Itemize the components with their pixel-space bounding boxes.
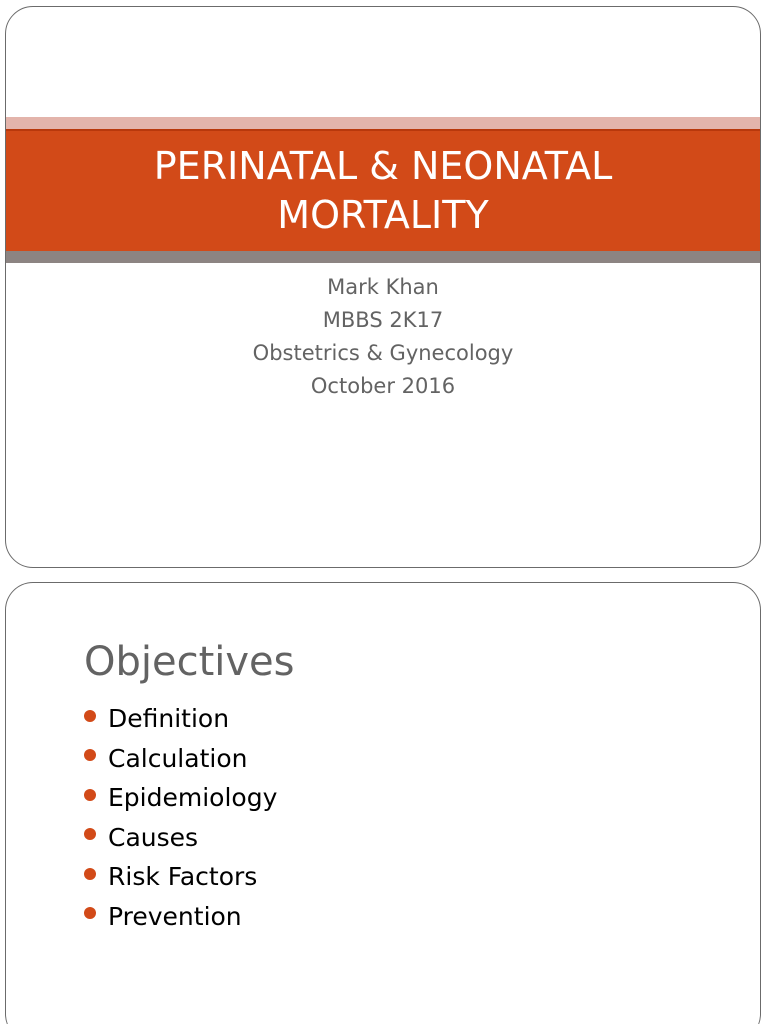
subtitle-block bbox=[6, 271, 760, 403]
title-band-top-stripe bbox=[6, 117, 760, 129]
bullet-icon bbox=[84, 828, 96, 840]
title-slide bbox=[5, 6, 761, 568]
list-item-label: Prevention bbox=[108, 901, 242, 931]
bullet-icon bbox=[84, 907, 96, 919]
list-item bbox=[84, 818, 277, 858]
objectives-heading: Objectives bbox=[84, 639, 295, 685]
list-item-label: Calculation bbox=[108, 743, 248, 773]
department-label: Obstetrics & Gynecology bbox=[252, 341, 514, 365]
author-name: Mark Khan bbox=[327, 275, 439, 299]
title-band-bottom-stripe bbox=[6, 251, 760, 263]
bullet-icon bbox=[84, 710, 96, 722]
objectives-list bbox=[84, 699, 277, 936]
course-label: MBBS 2K17 bbox=[322, 308, 444, 332]
bullet-icon bbox=[84, 789, 96, 801]
list-item bbox=[84, 778, 277, 818]
list-item-label: Causes bbox=[108, 822, 199, 852]
list-item bbox=[84, 699, 277, 739]
slide-title: PERINATAL & NEONATAL MORTALITY bbox=[153, 144, 613, 237]
list-item-label: Risk Factors bbox=[108, 862, 258, 892]
objectives-slide bbox=[5, 582, 761, 1024]
list-item bbox=[84, 897, 277, 937]
title-band bbox=[6, 129, 760, 251]
date-label: October 2016 bbox=[310, 374, 456, 398]
list-item-label: Definition bbox=[108, 704, 230, 734]
bullet-icon bbox=[84, 749, 96, 761]
list-item bbox=[84, 739, 277, 779]
list-item-label: Epidemiology bbox=[108, 783, 278, 813]
bullet-icon bbox=[84, 868, 96, 880]
list-item bbox=[84, 857, 277, 897]
